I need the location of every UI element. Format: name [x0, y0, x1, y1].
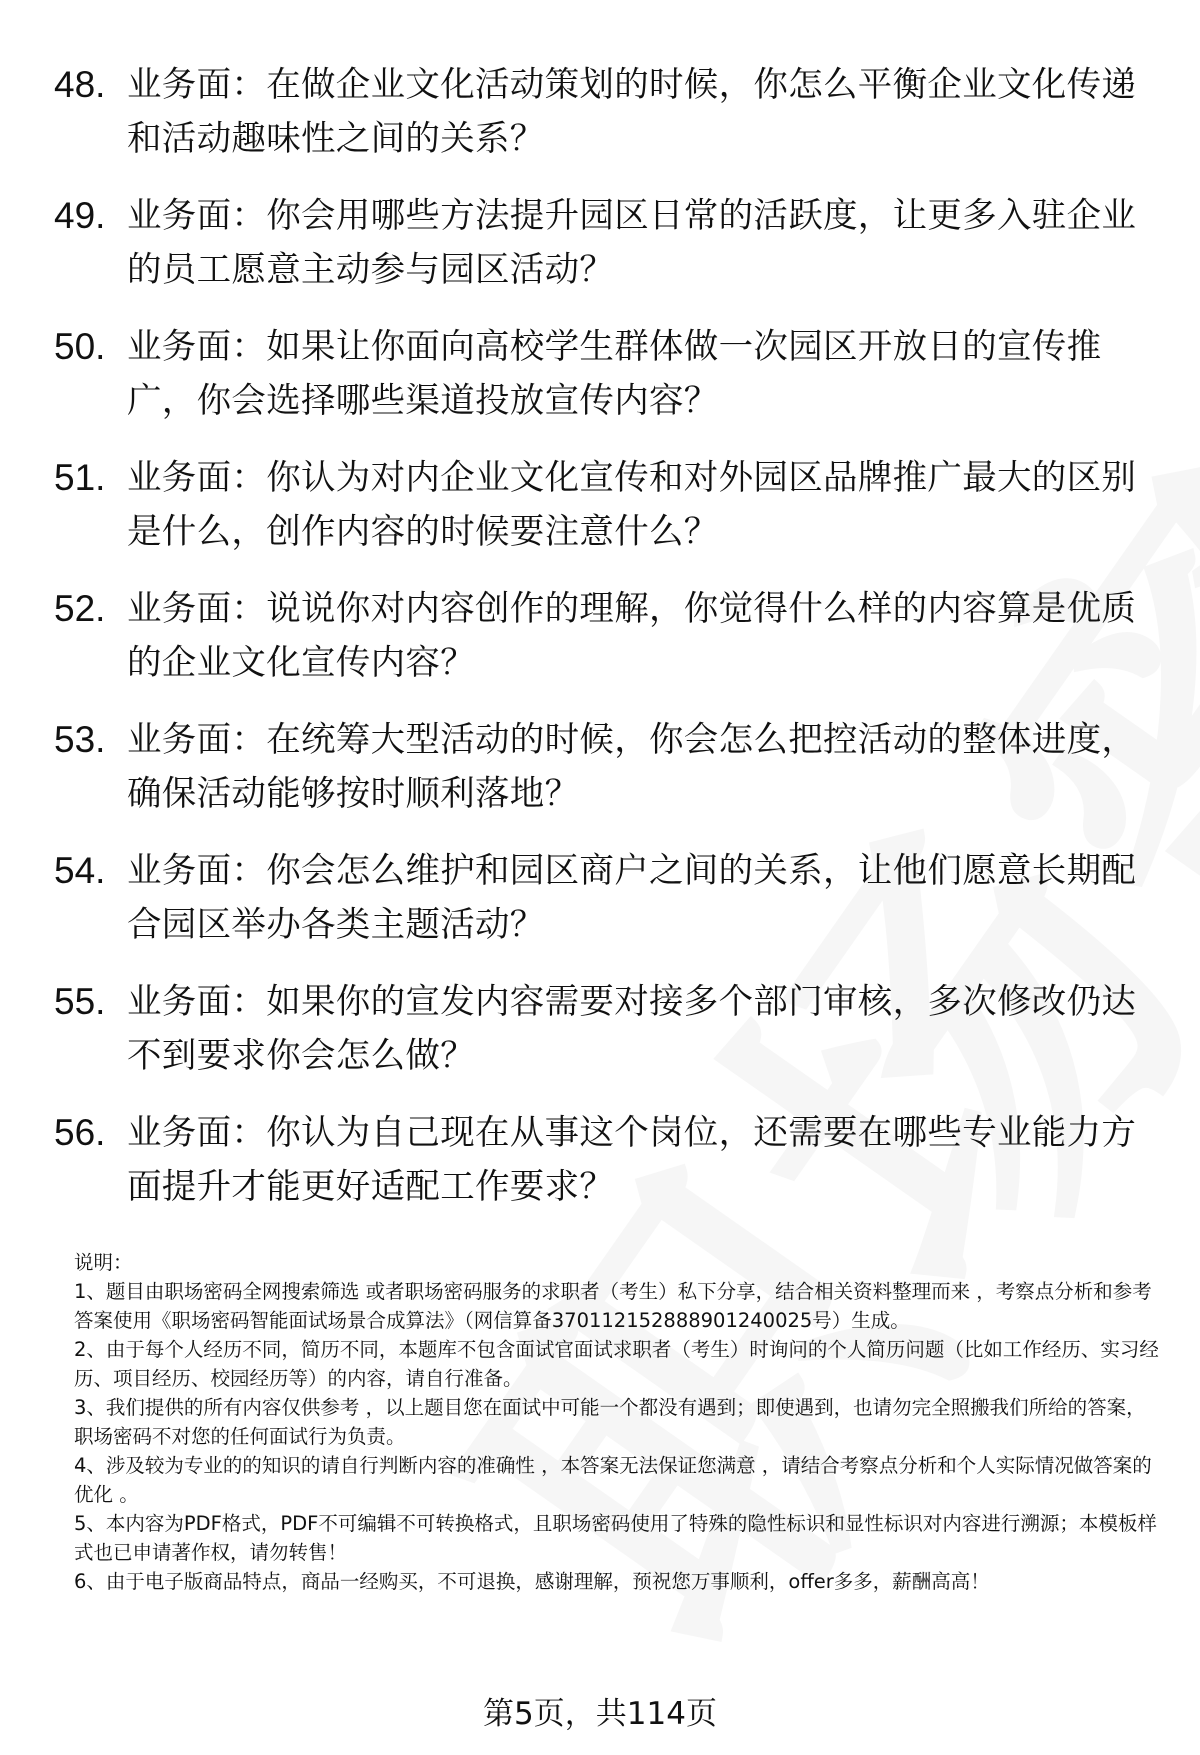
- question-item: [0, 1106, 1200, 1237]
- question-list: [0, 58, 1200, 1237]
- question-text: 业务面：说说你对内容创作的理解，你觉得什么样的内容算是优质的企业文化宣传内容？: [127, 589, 1137, 683]
- notes-heading: 说明：: [74, 1251, 133, 1274]
- note-item: 4、涉及较为专业的的知识的请自行判断内容的准确性 ，本答案无法保证您满意 ，请结合考察点分析和个人实际情况做答案的优化 。: [74, 1454, 1152, 1506]
- question-text: 业务面：在统筹大型活动的时候，你会怎么把控活动的整体进度，确保活动能够按时顺利落地？: [127, 720, 1137, 814]
- question-item: [0, 844, 1200, 975]
- question-number: 52.: [54, 588, 106, 629]
- question-text: 业务面：你认为自己现在从事这个岗位，还需要在哪些专业能力方面提升才能更好适配工作要求？: [127, 1113, 1137, 1207]
- note-item: 1、题目由职场密码全网搜索筛选 或者职场密码服务的求职者（考生）私下分享，结合相关资料整理而来 ，考察点分析和参考答案使用《职场密码智能面试场景合成算法》（网信算备370112152888901240025号）生成。: [74, 1280, 1152, 1332]
- question-item: [0, 975, 1200, 1106]
- question-text: 业务面：你会用哪些方法提升园区日常的活跃度，让更多入驻企业的员工愿意主动参与园区活动？: [127, 196, 1137, 290]
- question-item: [0, 320, 1200, 451]
- question-number: 50.: [54, 326, 106, 367]
- question-number: 49.: [54, 195, 106, 236]
- question-number: 54.: [54, 850, 106, 891]
- notes-section: [74, 1248, 1164, 1596]
- note-item: 6、由于电子版商品特点，商品一经购买，不可退换，感谢理解，预祝您万事顺利，offer多多，薪酬高高！: [74, 1570, 990, 1593]
- question-number: 55.: [54, 981, 106, 1022]
- question-number: 53.: [54, 719, 106, 760]
- question-item: [0, 713, 1200, 844]
- note-item: 3、我们提供的所有内容仅供参考 ，以上题目您在面试中可能一个都没有遇到；即使遇到，也请勿完全照搬我们所给的答案，职场密码不对您的任何面试行为负责。: [74, 1396, 1146, 1448]
- note-item: 2、由于每个人经历不同，简历不同，本题库不包含面试官面试求职者（考生）时询问的个人简历问题（比如工作经历、实习经历、项目经历、校园经历等）的内容，请自行准备。: [74, 1338, 1159, 1390]
- question-number: 48.: [54, 64, 106, 105]
- note-item: 5、本内容为PDF格式，PDF不可编辑不可转换格式，且职场密码使用了特殊的隐性标识和显性标识对内容进行溯源；本模板样式也已申请著作权，请勿转售！: [74, 1512, 1157, 1564]
- question-text: 业务面：如果让你面向高校学生群体做一次园区开放日的宣传推广，你会选择哪些渠道投放宣传内容？: [127, 327, 1102, 421]
- question-item: [0, 451, 1200, 582]
- question-number: 51.: [54, 457, 106, 498]
- question-number: 56.: [54, 1112, 106, 1153]
- page-number: 第5页，共114页: [483, 1696, 717, 1732]
- question-text: 业务面：你认为对内企业文化宣传和对外园区品牌推广最大的区别是什么，创作内容的时候要注意什么？: [127, 458, 1137, 552]
- question-text: 业务面：你会怎么维护和园区商户之间的关系，让他们愿意长期配合园区举办各类主题活动？: [127, 851, 1137, 945]
- question-item: [0, 189, 1200, 320]
- question-item: [0, 582, 1200, 713]
- question-text: 业务面：如果你的宣发内容需要对接多个部门审核，多次修改仍达不到要求你会怎么做？: [127, 982, 1137, 1076]
- question-item: [0, 58, 1200, 189]
- question-text: 业务面：在做企业文化活动策划的时候，你怎么平衡企业文化传递和活动趣味性之间的关系？: [127, 65, 1137, 159]
